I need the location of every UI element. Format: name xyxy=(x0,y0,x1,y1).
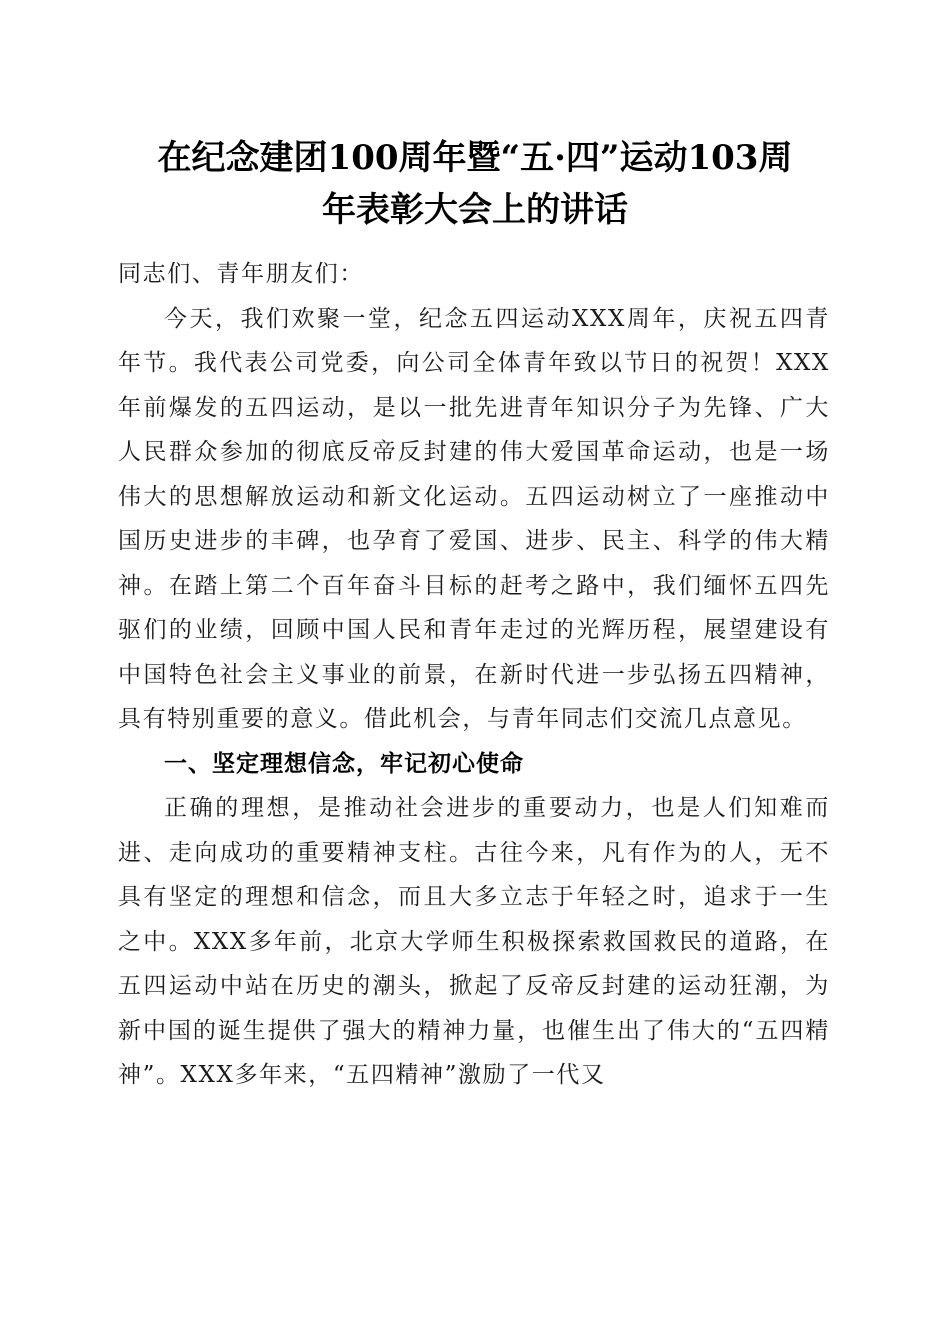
salutation: 同志们、青年朋友们： xyxy=(118,261,364,287)
paragraph-2: 正确的理想，是推动社会进步的重要动力，也是人们知难而进、走向成功的重要精神支柱。古往今来，凡有作为的人，无不具有坚定的理想和信念，而且大多立志于年轻之时，追求于一生之中。XXX多年前，北京大学师生积极探索救国救民的道路，在五四运动中站在历史的潮头，掀起了反帝反封建的运动狂潮，为新中国的诞生提供了强大的精神力量，也催生出了伟大的“五四精神”。XXX多年来，“五四精神”激励了一代又 xyxy=(118,795,830,1088)
title-line-2: 年表彰大会上的讲话 xyxy=(322,190,628,230)
document-title xyxy=(110,132,840,236)
paragraph-1: 今天，我们欢聚一堂，纪念五四运动XXX周年，庆祝五四青年节。我代表公司党委，向公司全体青年致以节日的祝贺！XXX年前爆发的五四运动，是以一批先进青年知识分子为先锋、广大人民群众参加的彻底反帝反封建的伟大爱国革命运动，也是一场伟大的思想解放运动和新文化运动。五四运动树立了一座推动中国历史进步的丰碑，也孕育了爱国、进步、民主、科学的伟大精神。在踏上第二个百年奋斗目标的赶考之路中，我们缅怀五四先驱们的业绩，回顾中国人民和青年走过的光辉历程，展望建设有中国特色社会主义事业的前景，在新时代进一步弘扬五四精神，具有特别重要的意义。借此机会，与青年同志们交流几点意见。 xyxy=(118,305,830,732)
section-1-heading: 一、坚定理想信念，牢记初心使命 xyxy=(164,750,524,777)
document-body xyxy=(118,252,830,1098)
title-line-1: 在纪念建团100周年暨“五·四”运动103周 xyxy=(157,138,793,178)
